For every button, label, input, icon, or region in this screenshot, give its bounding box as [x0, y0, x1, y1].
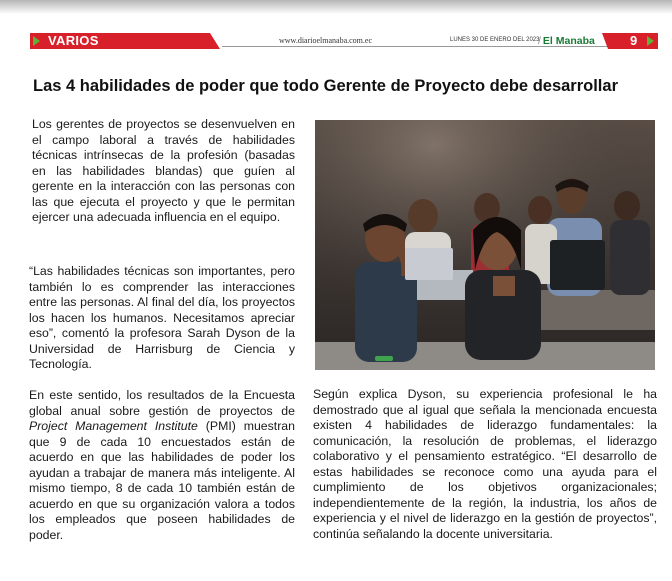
classroom-photo — [315, 120, 655, 370]
site-url: www.diarioelmanaba.com.ec — [279, 36, 372, 45]
classroom-photo-illustration — [315, 120, 655, 370]
top-shadow — [0, 0, 672, 14]
paragraph-quote: “Las habilidades técnicas son importantes, pero también lo es comprender las interacciones entre las personas. Al final del día, los proyectos los hacen los humanos. Necesitamos apreciar eso”, comentó la profesora Sarah Dyson de la Universidad de Harrisburg de Ciencia y Tecnología. — [29, 264, 295, 371]
separator-slash: / — [538, 35, 541, 47]
page-header — [30, 33, 658, 49]
article-title: Las 4 habilidades de poder que todo Gerente de Proyecto debe desarrollar — [33, 77, 618, 95]
brand-name — [538, 35, 595, 47]
survey-organization: Project Management Institute — [29, 419, 198, 433]
issue-date: LUNES 30 DE ENERO DEL 2023 — [450, 37, 540, 43]
paragraph-dyson: Según explica Dyson, su experiencia profesional le ha demostrado que al igual que señala la mencionada encuesta existen 4 habilidades de liderazgo fundamentales: la comunicación, la resolución de problemas, el liderazgo colaborativo y el pensamiento estratégico. “El desarrollo de estas habilidades se reconoce como una ayuda para el cumplimiento de los objetivos organizacionales; independientemente de la región, la industria, los años de experiencia y el nivel de liderazgo en la gestión de proyectos”, continúa señalando la docente universitaria. — [313, 387, 657, 541]
paragraph-intro: Los gerentes de proyectos se desenvuelven en el campo laboral a través de habilidades técnicas intrínsecas de la profesión (basadas en las habilidades blandas) que guíen al gerente en la interacción con las personas con las que ejecuta el proyecto y que le permitan ejercer una adecuada influencia en el equipo. — [32, 117, 295, 224]
survey-text-end: (PMI) muestran que 9 de cada 10 encuestados están de acuerdo en que las habilidades de poder los ayudan a trabajar de manera más inteligente. Al mismo tiempo, 8 de cada 10 también están de acuerdo en que su organización valora a todos los empleados que poseen habilidades de poder. — [29, 419, 295, 542]
arrow-right-icon — [647, 36, 654, 46]
section-label: VARIOS — [48, 33, 99, 48]
brand-label: El Manaba — [542, 35, 595, 47]
page-number: 9 — [630, 33, 638, 48]
arrow-right-icon — [33, 36, 40, 46]
survey-text-start: En este sentido, los resultados de la Encuesta global anual sobre gestión de proyectos de — [29, 388, 295, 418]
paragraph-survey — [29, 388, 295, 543]
